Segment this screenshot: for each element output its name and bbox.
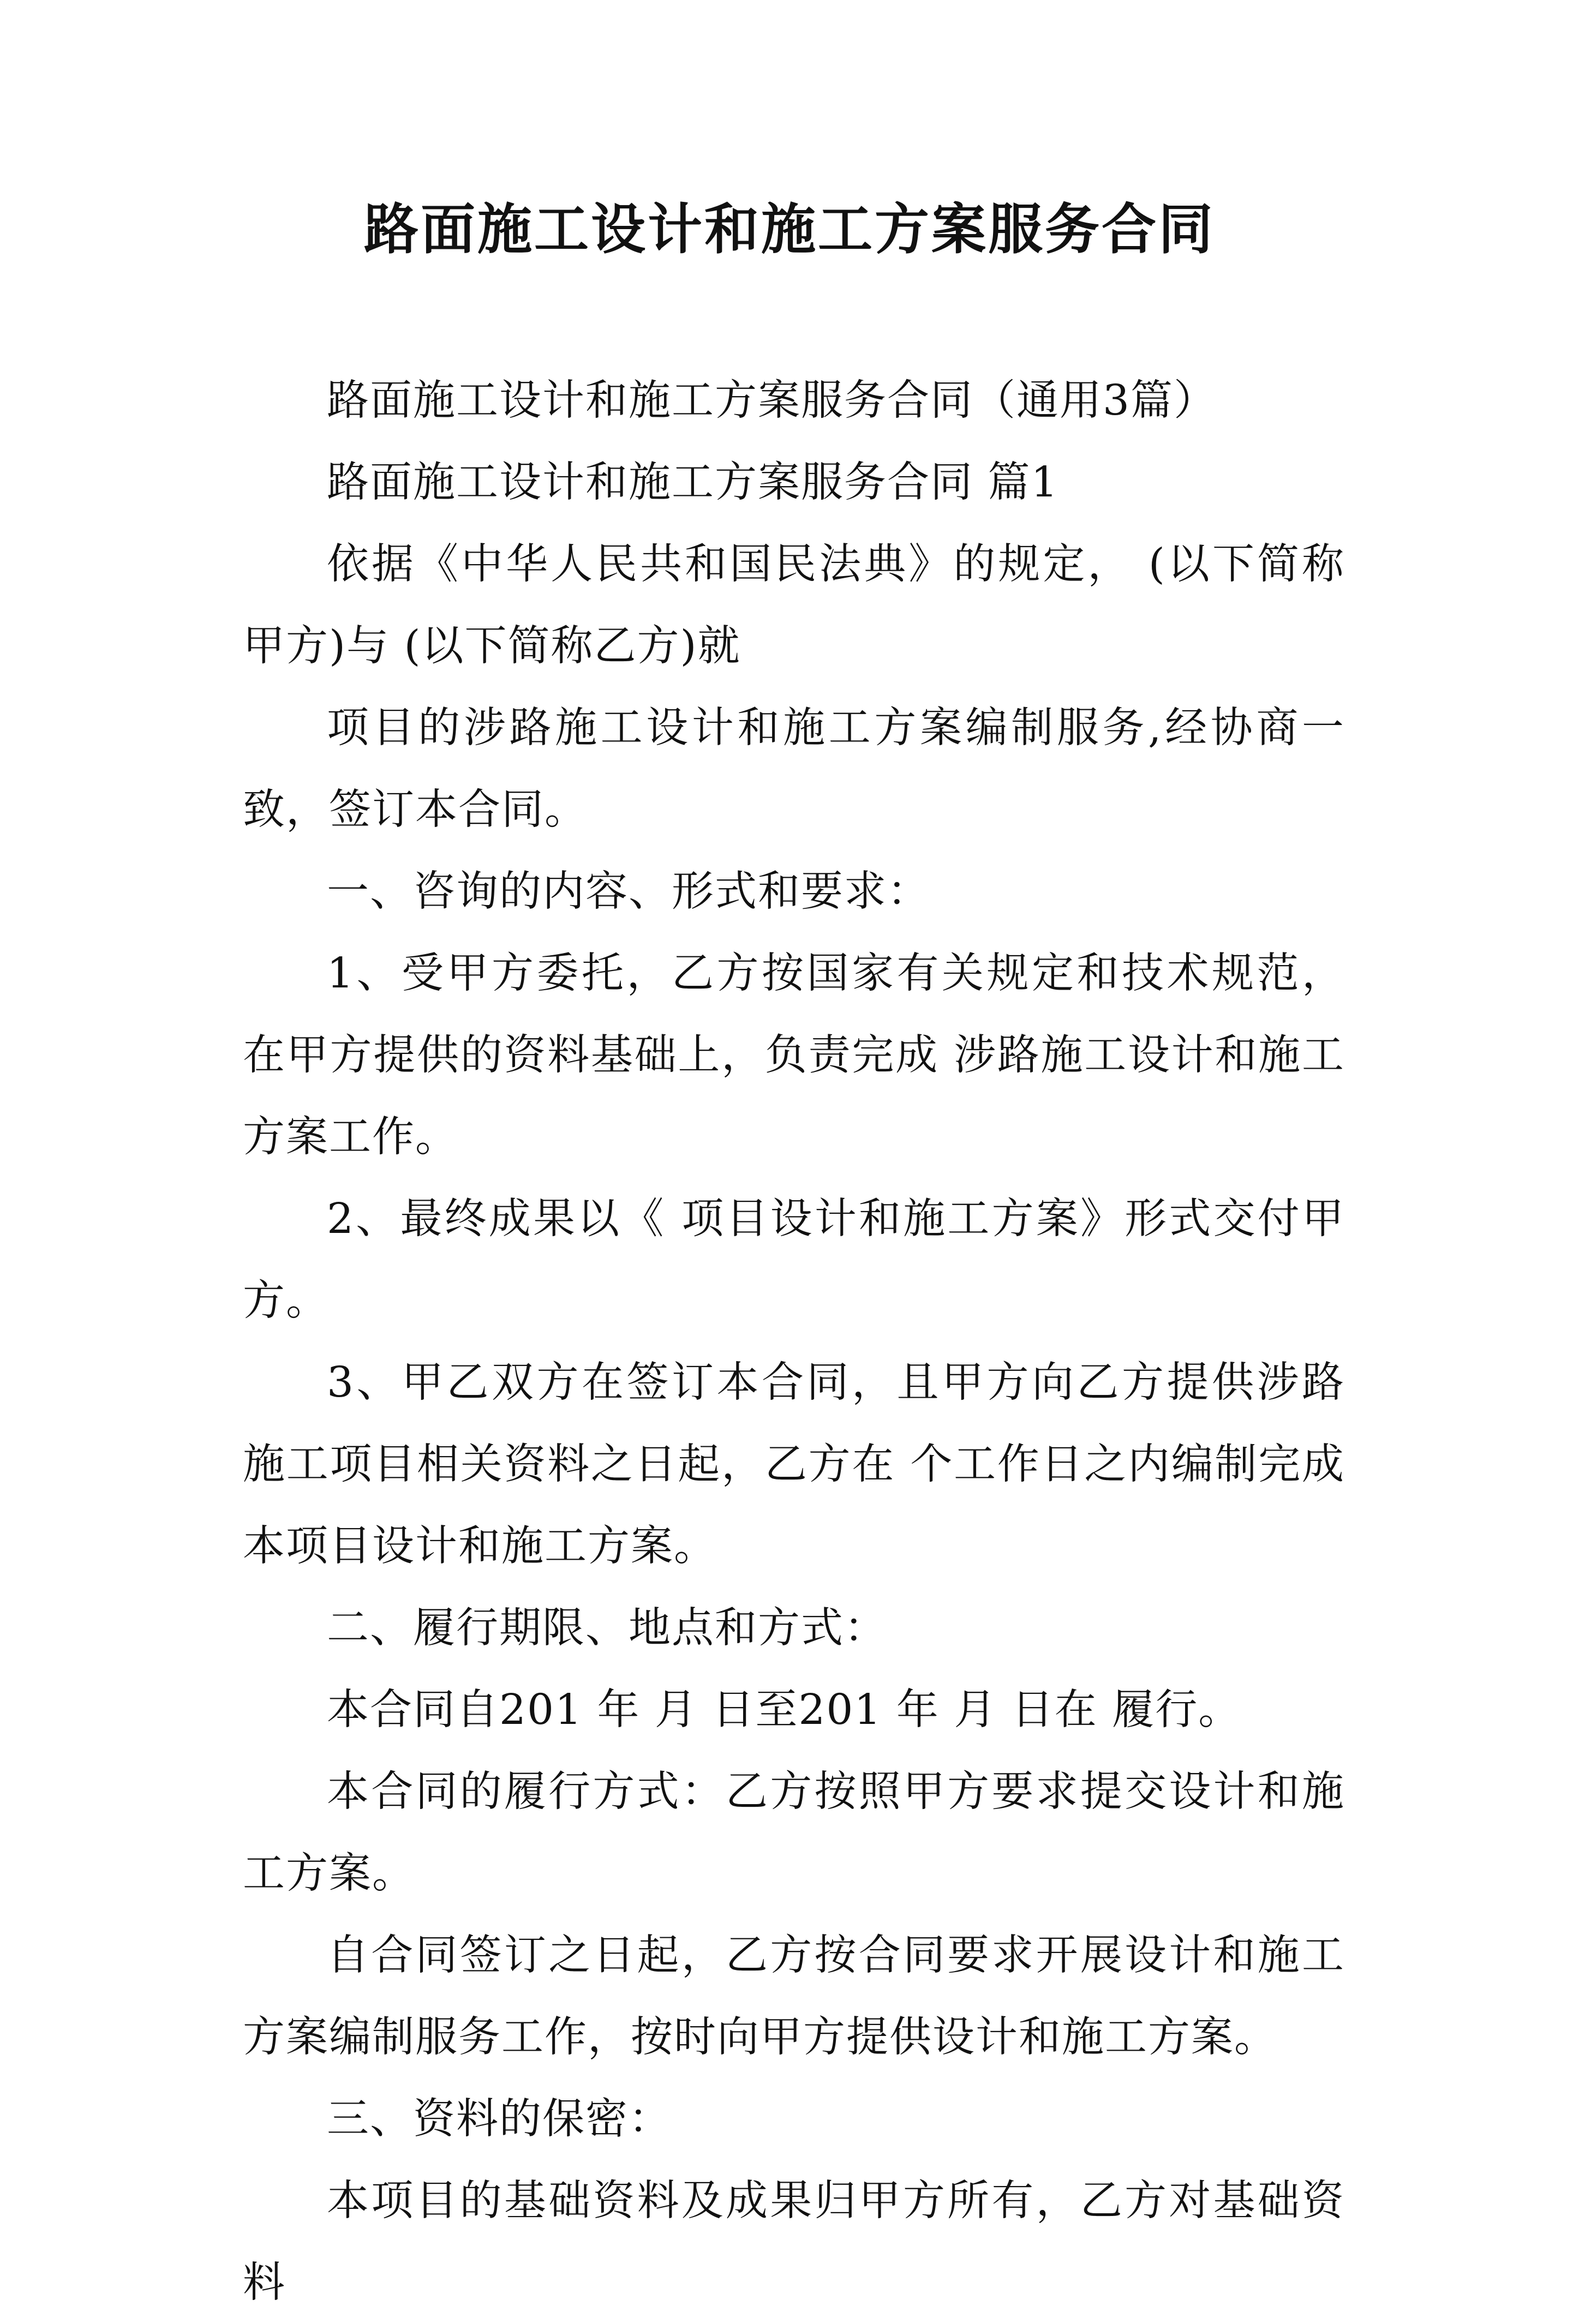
- paragraph-clause-heading: 二、履行期限、地点和方式：: [327, 1604, 887, 1652]
- paragraph: 自合同签订之日起，乙方按合同要求开展设计和施工方案编制服务工作，按时向甲方提供设计和施工方案。: [243, 1931, 1345, 2062]
- paragraph-clause-heading: 三、资料的保密：: [327, 2095, 672, 2143]
- paragraph: 2、最终成果以《 项目设计和施工方案》形式交付甲方。: [243, 1195, 1345, 1325]
- paragraph: 依据《中华人民共和国民法典》的规定， (以下简称甲方)与 (以下简称乙方)就: [243, 540, 1345, 670]
- paragraph: 1、受甲方委托，乙方按国家有关规定和技术规范，在甲方提供的资料基础上，负责完成 涉路施工设计和施工方案工作。: [243, 949, 1345, 1161]
- paragraph-section-heading: 路面施工设计和施工方案服务合同 篇1: [327, 458, 1059, 507]
- paragraph: 本项目的基础资料及成果归甲方所有，乙方对基础资料: [243, 2177, 1345, 2307]
- paragraph: 项目的涉路施工设计和施工方案编制服务,经协商一致，签订本合同。: [243, 704, 1345, 834]
- paragraph: 3、甲乙双方在签订本合同，且甲方向乙方提供涉路施工项目相关资料之日起，乙方在 个工作日之内编制完成本项目设计和施工方案。: [243, 1358, 1345, 1571]
- paragraph: 本合同自201 年 月 日至201 年 月 日在 履行。: [327, 1686, 1242, 1734]
- document-body: [243, 360, 1345, 2324]
- paragraph-clause-heading: 一、咨询的内容、形式和要求：: [327, 867, 930, 916]
- paragraph-subtitle: 路面施工设计和施工方案服务合同（通用3篇）: [327, 376, 1217, 425]
- paragraph: 本合同的履行方式：乙方按照甲方要求提交设计和施工方案。: [243, 1768, 1345, 1898]
- document-title: 路面施工设计和施工方案服务合同: [364, 197, 1215, 261]
